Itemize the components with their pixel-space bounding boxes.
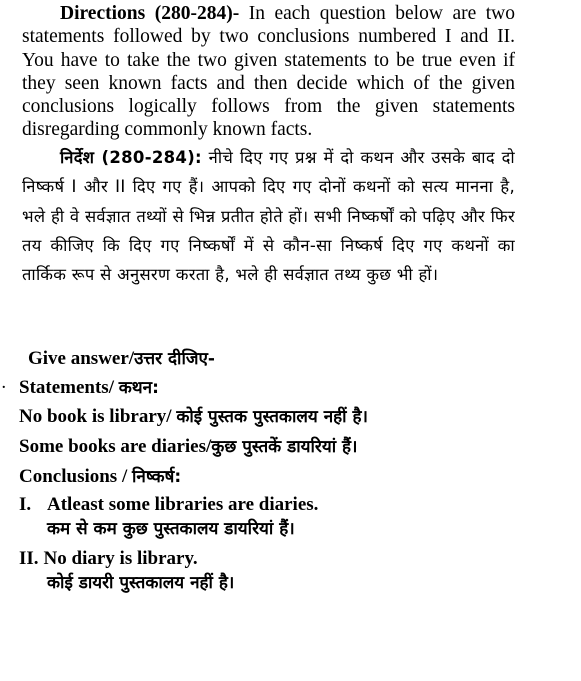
conclusion-1-hi-line: [47, 516, 295, 539]
margin-mark: .: [2, 377, 6, 392]
statement-2-en: Some books are diaries/: [19, 436, 212, 457]
statement-2: [19, 434, 358, 458]
statement-1-en: No book is library/: [19, 406, 177, 427]
statement-1-hi: कोई पुस्तक पुस्तकालय नहीं है।: [176, 407, 368, 427]
directions-heading: Directions (280-284)-: [60, 3, 240, 24]
nirdesh-text: नीचे दिए गए प्रश्न में दो कथन और उसके बाद दो निष्कर्ष I और II दिए गए हैं। आपको दिए गए दोनों कथनों को सत्य मानना है, भले ही वे सर्वज्ञात तथ्यों से भिन्न प्रतीत होते हों। सभी निष्कर्षों को पढ़िए और फिर तय कीजिए कि दिए गए निष्कर्षों में से कौन-सा निष्कर्ष दिए गए कथनों का तार्किक रूप से अनुसरण करता है, भले ही सर्वज्ञात तथ्य कुछ भी हों।: [22, 148, 515, 285]
directions-paragraph: [22, 2, 515, 142]
conclusions-heading-hi: निष्कर्ष:: [131, 467, 182, 487]
statements-heading: [19, 375, 159, 399]
give-answer-line: [28, 346, 215, 370]
conclusion-1-number: I.: [19, 494, 32, 515]
nirdesh-heading: निर्देश (280-284):: [60, 148, 202, 167]
conclusion-2-hi-line: [47, 570, 234, 593]
statement-2-hi: कुछ पुस्तकें डायरियां हैं।: [211, 437, 358, 457]
conclusion-1-en: Atleast some libraries are diaries.: [47, 494, 319, 515]
statement-1: [19, 404, 368, 428]
statements-heading-hi: कथन:: [118, 378, 159, 398]
conclusion-2-number: II.: [19, 548, 39, 569]
nirdesh-paragraph: [22, 143, 515, 289]
conclusion-2-en: No diary is library.: [43, 548, 198, 569]
statements-heading-en: Statements/: [19, 377, 119, 398]
conclusion-1-en-line: [19, 494, 318, 516]
give-answer-en: Give answer/: [28, 348, 135, 369]
give-answer-hi: उत्तर दीजिए-: [134, 349, 215, 369]
conclusion-2-hi: कोई डायरी पुस्तकालय नहीं है।: [47, 573, 235, 593]
directions-text: In each question below are two statements followed by two conclusions numbered I and II. You have to take the two given statements to be true even if they seen known facts and then decide which of the given conclusions logically follows from the given statements disregarding commonly known facts.: [22, 3, 516, 141]
conclusion-2-en-line: [19, 548, 198, 570]
conclusions-heading-en: Conclusions /: [19, 466, 132, 487]
conclusion-1-hi: कम से कम कुछ पुस्तकालय डायरियां हैं।: [47, 519, 295, 539]
conclusions-heading: [19, 464, 181, 488]
